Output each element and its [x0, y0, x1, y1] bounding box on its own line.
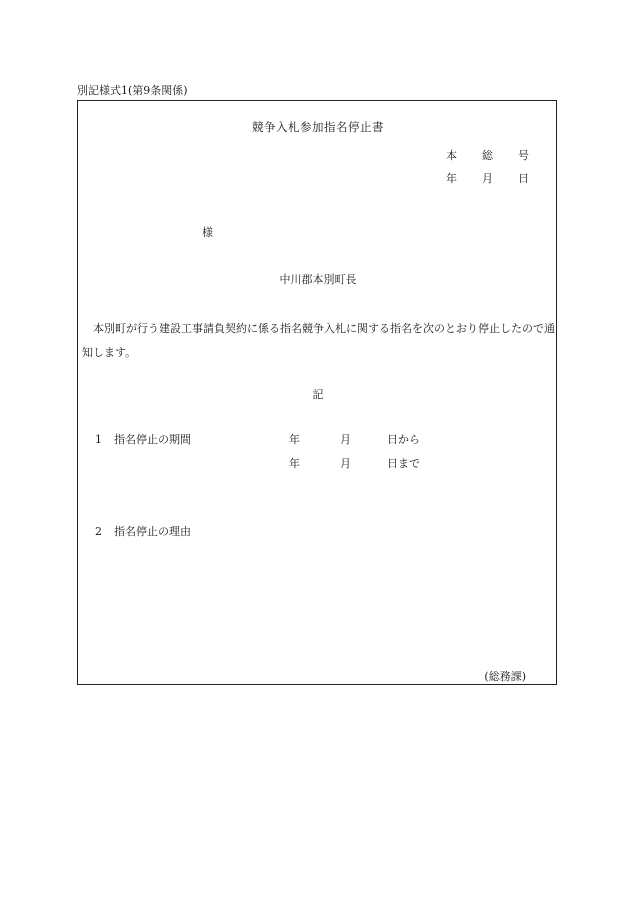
- reference-number-part2: 総: [482, 149, 493, 162]
- period-end-year: 年: [289, 457, 300, 470]
- reference-number-part1: 本: [446, 149, 457, 162]
- reference-number: [78, 149, 558, 163]
- document-title: 競争入札参加指名停止書: [252, 120, 384, 134]
- issue-date-day: 日: [518, 172, 529, 185]
- reference-number-part3: 号: [518, 149, 529, 162]
- department-name: (総務課): [484, 670, 526, 683]
- period-start-year: 年: [289, 433, 300, 446]
- record-mark: 記: [312, 388, 324, 401]
- recipient-suffix: 様: [202, 226, 213, 239]
- item-number: 2: [95, 525, 102, 538]
- issuer-name: 中川郡本別町長: [279, 273, 357, 286]
- period-end-month: 月: [340, 457, 351, 470]
- period-end-day: 日まで: [387, 457, 420, 470]
- suspension-period-label: 指名停止の期間: [114, 433, 191, 446]
- item-number: 1: [95, 433, 102, 446]
- notice-body: 本別町が行う建設工事請負契約に係る指名競争入札に関する指名を次のとおり停止したので通知します。: [82, 322, 555, 359]
- document-frame: [77, 100, 557, 685]
- suspension-reason-label: 指名停止の理由: [114, 525, 191, 538]
- period-start-day: 日から: [387, 433, 420, 446]
- period-start-month: 月: [340, 433, 351, 446]
- period-end: [78, 457, 558, 471]
- period-start: [78, 433, 558, 447]
- issue-date-year: 年: [446, 172, 457, 185]
- form-label: 別記様式1(第9条関係): [77, 84, 188, 97]
- issue-date: [78, 172, 558, 186]
- issue-date-month: 月: [482, 172, 493, 185]
